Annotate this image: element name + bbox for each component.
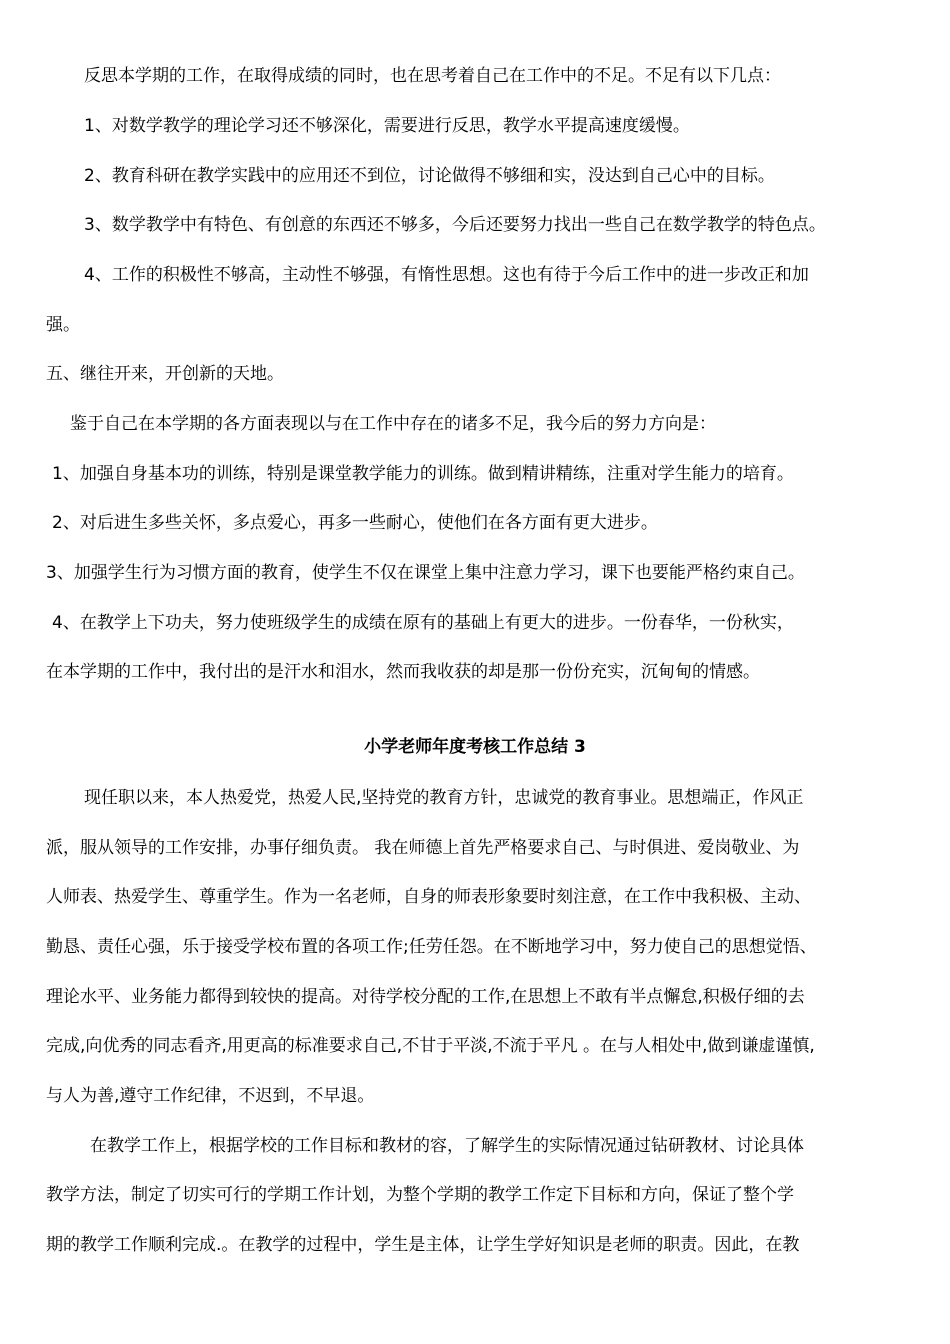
line-text: 在本学期的工作中，我付出的是汗水和泪水，然而我收获的却是那一份份充实，沉甸甸的情感。	[46, 662, 760, 682]
text-line	[0, 114, 950, 138]
text-line	[0, 1233, 950, 1257]
text-line	[0, 611, 950, 635]
line-text: 4、在教学上下功夫，努力使班级学生的成绩在原有的基础上有更大的进步。一份春华，一份秋实，	[52, 613, 794, 633]
line-text: 在教学工作上，根据学校的工作目标和教材的容，了解学生的实际情况通过钻研教材、讨论具体	[90, 1136, 804, 1156]
line-text: 反思本学期的工作，在取得成绩的同时，也在思考着自己在工作中的不足。不足有以下几点：	[84, 66, 781, 86]
text-line	[0, 213, 950, 237]
line-text: 3、数学教学中有特色、有创意的东西还不够多，今后还要努力找出一些自己在数学教学的特色点。	[84, 215, 826, 235]
line-text: 人师表、热爱学生、尊重学生。作为一名老师，自身的师表形象要时刻注意，在工作中我积极、主动、	[46, 887, 811, 907]
text-line	[0, 1134, 950, 1158]
text-line	[0, 64, 950, 88]
line-text: 教学方法，制定了切实可行的学期工作计划，为整个学期的教学工作定下目标和方向，保证了整个学	[46, 1185, 794, 1205]
text-line	[0, 985, 950, 1009]
line-text: 2、教育科研在教学实践中的应用还不到位，讨论做得不够细和实，没达到自己心中的目标。	[84, 166, 775, 186]
line-text: 五、继往开来，开创新的天地。	[46, 364, 284, 384]
text-line	[0, 164, 950, 188]
line-text: 强。	[46, 315, 80, 335]
line-text: 勤恳、责任心强，乐于接受学校布置的各项工作;任劳任怨。在不断地学习中，努力使自己的思想觉悟、	[46, 937, 817, 957]
line-text: 现任职以来，本人热爱党，热爱人民,坚持党的教育方针，忠诚党的教育事业。思想端正，作风正	[84, 788, 804, 808]
text-line	[0, 1034, 950, 1058]
line-text: 鉴于自己在本学期的各方面表现以与在工作中存在的诸多不足，我今后的努力方向是：	[70, 414, 716, 434]
text-line	[0, 786, 950, 810]
text-line	[0, 313, 950, 337]
line-text: 4、工作的积极性不够高，主动性不够强，有惰性思想。这也有待于今后工作中的进一步改正和加	[84, 265, 809, 285]
line-text: 3、加强学生行为习惯方面的教育，使学生不仅在课堂上集中注意力学习，课下也要能严格约束自己。	[46, 563, 805, 583]
text-line	[0, 660, 950, 684]
text-line	[0, 885, 950, 909]
line-text: 1、对数学教学的理论学习还不够深化，需要进行反思，教学水平提高速度缓慢。	[84, 116, 690, 136]
line-text: 1、加强自身基本功的训练，特别是课堂教学能力的训练。做到精讲精练，注重对学生能力的培育。	[52, 464, 794, 484]
line-text: 与人为善,遵守工作纪律，不迟到，不早退。	[46, 1086, 375, 1106]
title-text: 小学老师年度考核工作总结 3	[364, 737, 586, 757]
text-line	[0, 263, 950, 287]
text-line	[0, 836, 950, 860]
text-line	[0, 462, 950, 486]
line-text: 2、对后进生多些关怀，多点爱心，再多一些耐心，使他们在各方面有更大进步。	[52, 513, 658, 533]
text-line	[0, 1183, 950, 1207]
line-text: 理论水平、业务能力都得到较快的提高。对待学校分配的工作,在思想上不敢有半点懈怠,积极仔细的去	[46, 987, 805, 1007]
line-text: 派，服从领导的工作安排，办事仔细负责。 我在师德上首先严格要求自己、与时俱进、爱岗敬业、为	[46, 838, 800, 858]
line-text: 完成,向优秀的同志看齐,用更高的标准要求自己,不甘于平淡,不流于平凡 。在与人相处中,做到谦虚谨慎,	[46, 1036, 815, 1056]
text-line	[0, 511, 950, 535]
text-line	[0, 561, 950, 585]
text-line	[0, 935, 950, 959]
text-line	[0, 1084, 950, 1108]
line-text: 期的教学工作顺利完成.。在教学的过程中，学生是主体，让学生学好知识是老师的职责。因此，在教	[46, 1235, 800, 1255]
section-heading	[0, 362, 950, 386]
text-line	[0, 412, 950, 436]
section-title	[0, 735, 950, 759]
